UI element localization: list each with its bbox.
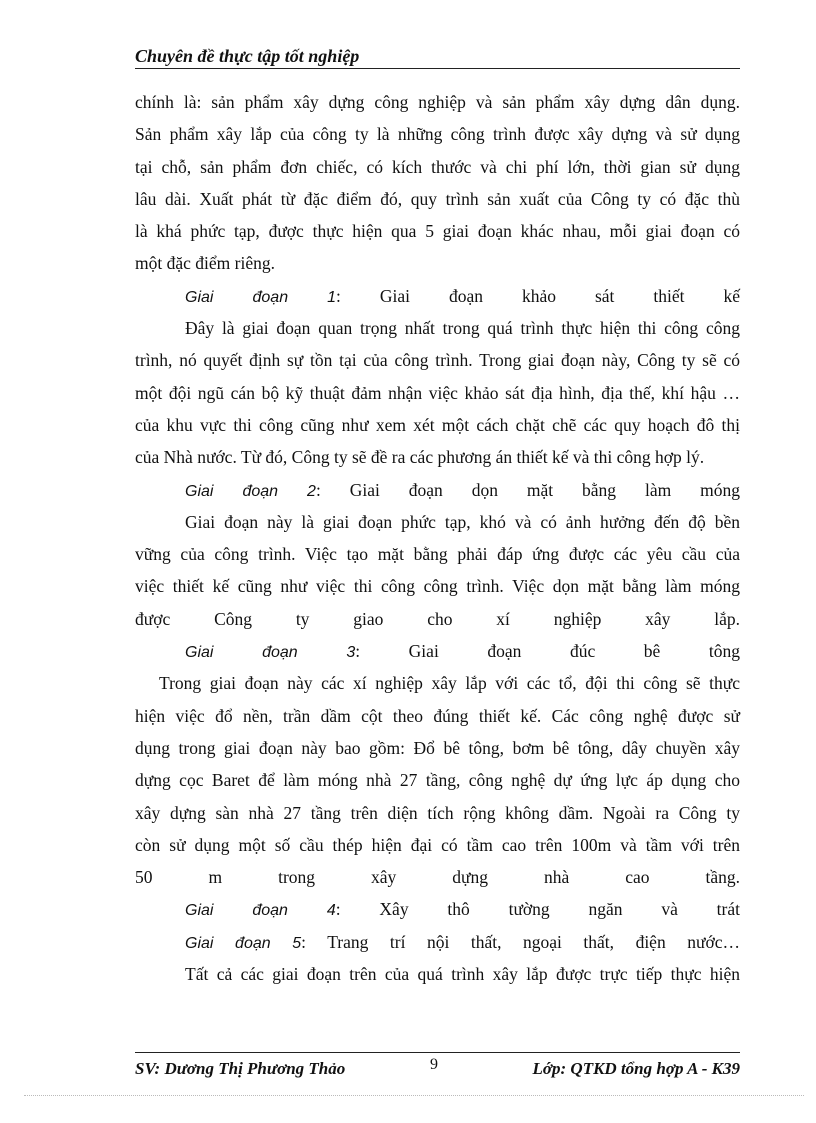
stage-label: Giai đoạn 4 — [185, 902, 336, 920]
text-line: Đây là giai đoạn quan trọng nhất trong quá trình thực hiện thi công công — [185, 318, 740, 339]
footer-divider — [135, 1052, 740, 1053]
text-line: Trong giai đoạn này các xí nghiệp xây lắp với các tổ, đội thi công sẽ thực — [159, 673, 740, 694]
stage-1-heading: Giai đoạn 1: Giai đoạn khảo sát thiết kế — [185, 285, 740, 306]
page-bottom-dotted-line — [24, 1095, 804, 1096]
text-line: vững của công trình. Việc tạo mặt bằng phải đáp ứng được các yêu cầu của — [135, 544, 740, 565]
text-line: dựng cọc Baret để làm móng nhà 27 tầng, công nghệ dự ứng lực áp dụng cho — [135, 770, 740, 791]
stage-3-heading: Giai đoạn 3: Giai đoạn đúc bê tông — [185, 641, 740, 662]
student-name: SV: Dương Thị Phương Thảo — [135, 1059, 346, 1078]
text-line: Tất cả các giai đoạn trên của quá trình xây lắp được trực tiếp thực hiện — [185, 964, 740, 985]
stage-title: Giai đoạn khảo sát thiết kế — [379, 285, 740, 306]
text-line: được Công ty giao cho xí nghiệp xây lắp. — [135, 608, 740, 629]
text-line: tại chỗ, sản phẩm đơn chiếc, có kích thước và chi phí lớn, thời gian sử dụng — [135, 156, 740, 177]
text-line: hiện việc đổ nền, trần dầm cột theo đúng thiết kế. Các công nghệ được sử — [135, 705, 740, 726]
text-line: trình, nó quyết định sự tồn tại của công trình. Trong giai đoạn này, Công ty sẽ có — [135, 350, 740, 371]
text-line: một đặc điểm riêng. — [135, 253, 275, 274]
text-line: là khá phức tạp, được thực hiện qua 5 giai đoạn khác nhau, mỗi giai đoạn có — [135, 221, 740, 242]
stage-label: Giai đoạn 5 — [185, 934, 302, 952]
text-line: còn sử dụng một số cầu thép hiện đại có tầm cao trên 100m và tầm với trên — [135, 834, 740, 855]
stage-title: Giai đoạn dọn mặt bằng làm móng — [349, 479, 740, 500]
stage-label: Giai đoạn 2 — [185, 482, 316, 500]
page-number: 9 — [430, 1056, 438, 1073]
class-name: Lớp: QTKD tổng hợp A - K39 — [532, 1059, 740, 1078]
text-line: 50 m trong xây dựng nhà cao tầng. — [135, 867, 740, 888]
stage-5-heading: Giai đoạn 5: Trang trí nội thất, ngoại thất, điện nước… — [185, 931, 740, 952]
text-line: chính là: sản phẩm xây dựng công nghiệp và sản phẩm xây dựng dân dụng. — [135, 92, 740, 112]
text-line: của khu vực thi công cũng như xem xét một cách chặt chẽ các quy hoạch đô thị — [135, 414, 740, 435]
page-header: Chuyên đề thực tập tốt nghiệp — [135, 45, 740, 69]
text-line: dụng trong giai đoạn này bao gồm: Đổ bê tông, bơm bê tông, dây chuyền xây — [135, 737, 740, 758]
stage-2-heading: Giai đoạn 2: Giai đoạn dọn mặt bằng làm móng — [185, 479, 740, 500]
text-line: Sản phẩm xây lắp của công ty là những công trình được xây dựng và sử dụng — [135, 124, 740, 145]
stage-title: Xây thô tường ngăn và trát — [379, 899, 740, 920]
text-line: một đội ngũ cán bộ kỹ thuật đảm nhận việc khảo sát địa hình, địa thế, khí hậu … — [135, 382, 740, 403]
text-line: việc thiết kế cũng như việc thi công công trình. Việc dọn mặt bằng làm móng — [135, 576, 740, 597]
stage-label: Giai đoạn 1 — [185, 288, 337, 306]
stage-title: Trang trí nội thất, ngoại thất, điện nước… — [327, 931, 740, 952]
text-line: lâu dài. Xuất phát từ đặc điểm đó, quy trình sản xuất của Công ty có đặc thù — [135, 188, 740, 209]
stage-title: Giai đoạn đúc bê tông — [408, 641, 740, 662]
body-text — [135, 86, 740, 990]
text-line: Giai đoạn này là giai đoạn phức tạp, khó và có ảnh hưởng đến độ bền — [185, 511, 740, 532]
stage-4-heading: Giai đoạn 4: Xây thô tường ngăn và trát — [185, 899, 740, 920]
text-line: của Nhà nước. Từ đó, Công ty sẽ đề ra các phương án thiết kế và thi công hợp lý. — [135, 447, 705, 468]
stage-label: Giai đoạn 3 — [185, 644, 356, 662]
text-line: xây dựng sàn nhà 27 tầng trên diện tích rộng không dầm. Ngoài ra Công ty — [135, 802, 740, 823]
